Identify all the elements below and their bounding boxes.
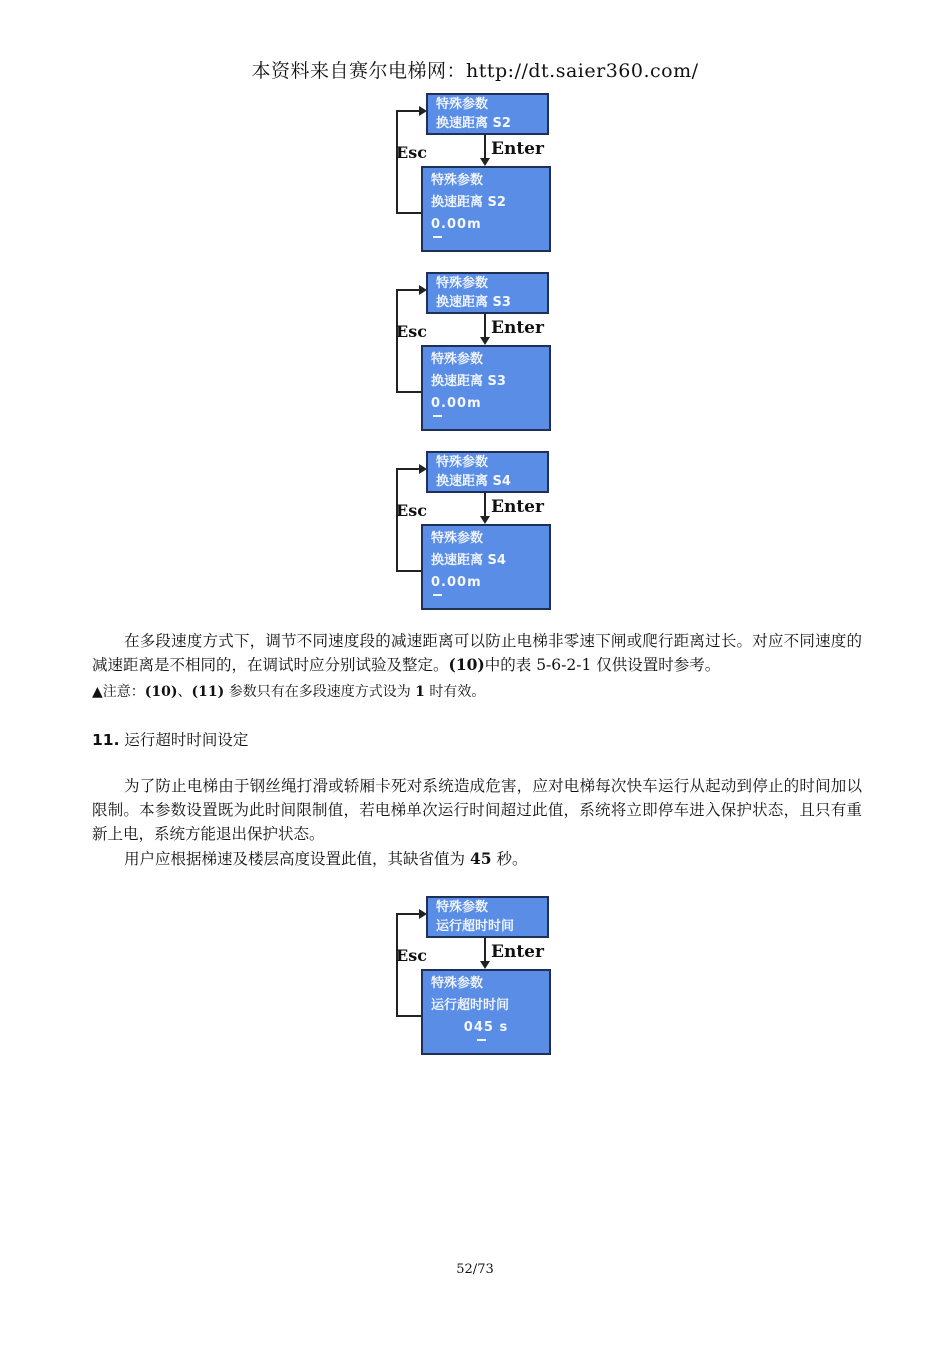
- lcd-line-2: 运行超时时间: [436, 919, 515, 934]
- ref-10: (10): [448, 655, 485, 674]
- paragraph-default: [92, 847, 862, 871]
- lcd-value: 0.00m: [431, 396, 482, 411]
- lcd-line-2: 换速距离 S2: [431, 195, 506, 210]
- esc-connector: [396, 913, 398, 1017]
- lcd-screen-edit: [421, 345, 551, 431]
- enter-arrow-icon: [480, 516, 490, 524]
- esc-connector-bottom: [396, 391, 421, 393]
- lcd-value: 0.00m: [431, 217, 482, 232]
- lcd-line-2: 换速距离 S3: [436, 295, 511, 310]
- lcd-line-1: 特殊参数: [436, 900, 489, 915]
- esc-connector: [396, 468, 398, 572]
- enter-key-label: Enter: [491, 139, 544, 159]
- esc-connector: [396, 289, 398, 393]
- note-label: ▲注意：: [92, 684, 145, 700]
- text-run: 秒。: [491, 850, 528, 868]
- ref-10: (10): [144, 684, 178, 700]
- enter-key-label: Enter: [491, 497, 544, 517]
- lcd-screen-menu: [426, 896, 549, 938]
- lcd-line-2: 运行超时时间: [431, 998, 510, 1013]
- menu-flow-timeout: [396, 896, 576, 1061]
- lcd-screen-edit: [421, 166, 551, 252]
- enter-connector: [484, 135, 486, 160]
- enter-arrow-icon: [480, 961, 490, 969]
- paragraph-timeout: 为了防止电梯由于钢丝绳打滑或轿厢卡死对系统造成危害，应对电梯每次快车运行从起动到停止的时间加以限制。本参数设置既为此时间限制值，若电梯单次运行时间超过此值，系统将立即停车进入保护状态，且只有重新上电，系统方能退出保护状态。: [92, 777, 862, 843]
- text-run: 在多段速度方式下，调节不同速度段的减速距离可以防止电梯非零速下闸或爬行距离过长。对应不同速度的减速距离是不相同的，在调试时应分别试验及整定。: [92, 632, 862, 674]
- lcd-screen-menu: [426, 272, 549, 314]
- enter-connector: [484, 938, 486, 963]
- enter-arrow-icon: [480, 337, 490, 345]
- section-title: 运行超时时间设定: [119, 731, 249, 749]
- note-line: [92, 682, 485, 702]
- esc-key-label: Esc: [396, 143, 427, 162]
- text-run: 、: [177, 684, 192, 700]
- esc-connector-top: [396, 913, 420, 915]
- lcd-line-1: 特殊参数: [431, 531, 484, 546]
- esc-connector-top: [396, 289, 420, 291]
- esc-connector-bottom: [396, 212, 421, 214]
- lcd-line-1: 特殊参数: [431, 173, 484, 188]
- text-run: 用户应根据梯速及楼层高度设置此值，其缺省值为: [124, 850, 470, 868]
- section-heading: [92, 728, 248, 750]
- menu-flow-s4: [396, 451, 576, 616]
- lcd-value: 0.00m: [431, 575, 482, 590]
- text-run: 中的表 5-6-2-1 仅供设置时参考。: [484, 656, 721, 674]
- esc-connector-bottom: [396, 1015, 421, 1017]
- paragraph-multispeed: [92, 629, 862, 677]
- enter-key-label: Enter: [491, 318, 544, 338]
- lcd-line-1: 特殊参数: [436, 276, 489, 291]
- section-number: 11.: [92, 731, 120, 749]
- lcd-line-1: 特殊参数: [431, 976, 484, 991]
- edit-cursor: [477, 1039, 486, 1041]
- text-run: 时有效。: [424, 684, 486, 700]
- mode-value: 1: [415, 684, 425, 700]
- lcd-line-1: 特殊参数: [436, 455, 489, 470]
- esc-connector-top: [396, 110, 420, 112]
- menu-flow-s2: [396, 93, 576, 258]
- lcd-screen-edit: [421, 969, 551, 1055]
- esc-key-label: Esc: [396, 946, 427, 965]
- esc-connector: [396, 110, 398, 214]
- lcd-line-1: 特殊参数: [431, 352, 484, 367]
- lcd-screen-menu: [426, 93, 549, 135]
- lcd-line-1: 特殊参数: [436, 97, 489, 112]
- esc-connector-top: [396, 468, 420, 470]
- page-number: 52/73: [456, 1262, 494, 1277]
- esc-key-label: Esc: [396, 322, 427, 341]
- lcd-screen-edit: [421, 524, 551, 610]
- lcd-line-2: 换速距离 S4: [436, 474, 511, 489]
- edit-cursor: [433, 236, 442, 238]
- lcd-screen-menu: [426, 451, 549, 493]
- enter-connector: [484, 314, 486, 339]
- esc-key-label: Esc: [396, 501, 427, 520]
- lcd-line-2: 换速距离 S2: [436, 116, 511, 131]
- enter-connector: [484, 493, 486, 518]
- page-header: 本资料来自赛尔电梯网：http://dt.saier360.com/: [251, 60, 699, 82]
- edit-cursor: [433, 415, 442, 417]
- enter-arrow-icon: [480, 158, 490, 166]
- text-run: 参数只有在多段速度方式设为: [224, 684, 416, 700]
- default-value: 45: [469, 849, 492, 868]
- enter-key-label: Enter: [491, 942, 544, 962]
- esc-connector-bottom: [396, 570, 421, 572]
- lcd-line-2: 换速距离 S3: [431, 374, 506, 389]
- lcd-value: 045 s: [463, 1020, 509, 1035]
- ref-11: (11): [191, 684, 225, 700]
- edit-cursor: [433, 594, 442, 596]
- menu-flow-s3: [396, 272, 576, 437]
- lcd-line-2: 换速距离 S4: [431, 553, 506, 568]
